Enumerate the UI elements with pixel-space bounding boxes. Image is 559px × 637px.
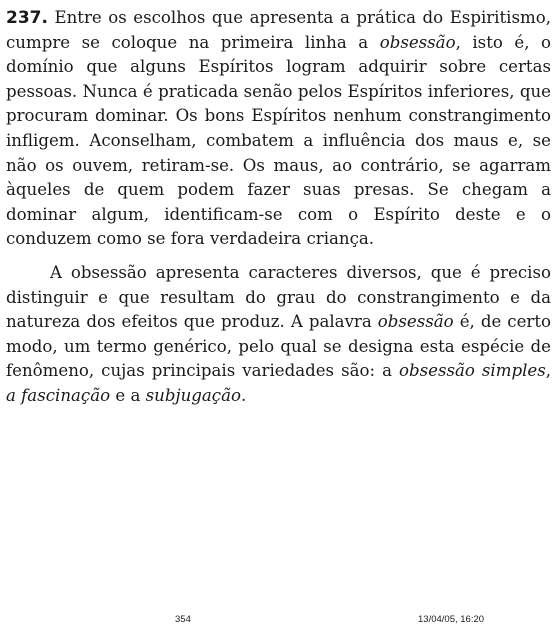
paragraph-text: A obsessão apresenta caracteres diversos, que é preciso distinguir e que resultam do grau do constrangimento e da natureza dos efeitos que produz. A palavra xyxy=(6,262,551,332)
emphasis-fascinacao: a fascinação xyxy=(6,385,111,405)
paragraph-text: Entre os escolhos que apresenta a prática do Espiritismo, cumpre se coloque na primeira linha a xyxy=(6,8,551,52)
emphasis-subjugacao: subjugação xyxy=(145,385,241,405)
paragraph-obsession-types xyxy=(6,261,551,409)
paragraph-text: . xyxy=(240,385,247,405)
emphasis-obsessao: obsessão xyxy=(379,32,456,52)
paragraph-text: e a xyxy=(110,385,146,405)
paragraph-text: é, de certo modo, um termo genérico, pelo qual se designa esta espécie de fenômeno, cujas principais variedades são: a xyxy=(6,312,551,381)
paragraph-text: , xyxy=(545,361,551,381)
section-number: 237. xyxy=(6,8,48,28)
paragraph-text: , isto é, o domínio que alguns Espíritos logram adquirir sobre certas pessoas. Nunca é praticada senão pelos Espíritos inferiores, que procuram dominar. Os bons Espíritos nenhum constrangimento infligem. Aconselham, combatem a influência dos maus e, se não os ouvem, retiram-se. Os maus, ao contrário, se agarram àqueles de quem podem fazer suas presas. Se chegam a dominar algum, identificam-se com o Espírito deste e o conduzem como se fora verdadeira criança. xyxy=(6,32,551,249)
footer-timestamp: 13/04/05, 16:20 xyxy=(418,614,485,625)
emphasis-obsessao: obsessão xyxy=(377,312,454,332)
footer-page-number: 354 xyxy=(175,614,191,625)
page-body xyxy=(6,6,551,409)
paragraph-237 xyxy=(6,6,551,252)
emphasis-obsessao-simples: obsessão simples xyxy=(399,361,546,381)
